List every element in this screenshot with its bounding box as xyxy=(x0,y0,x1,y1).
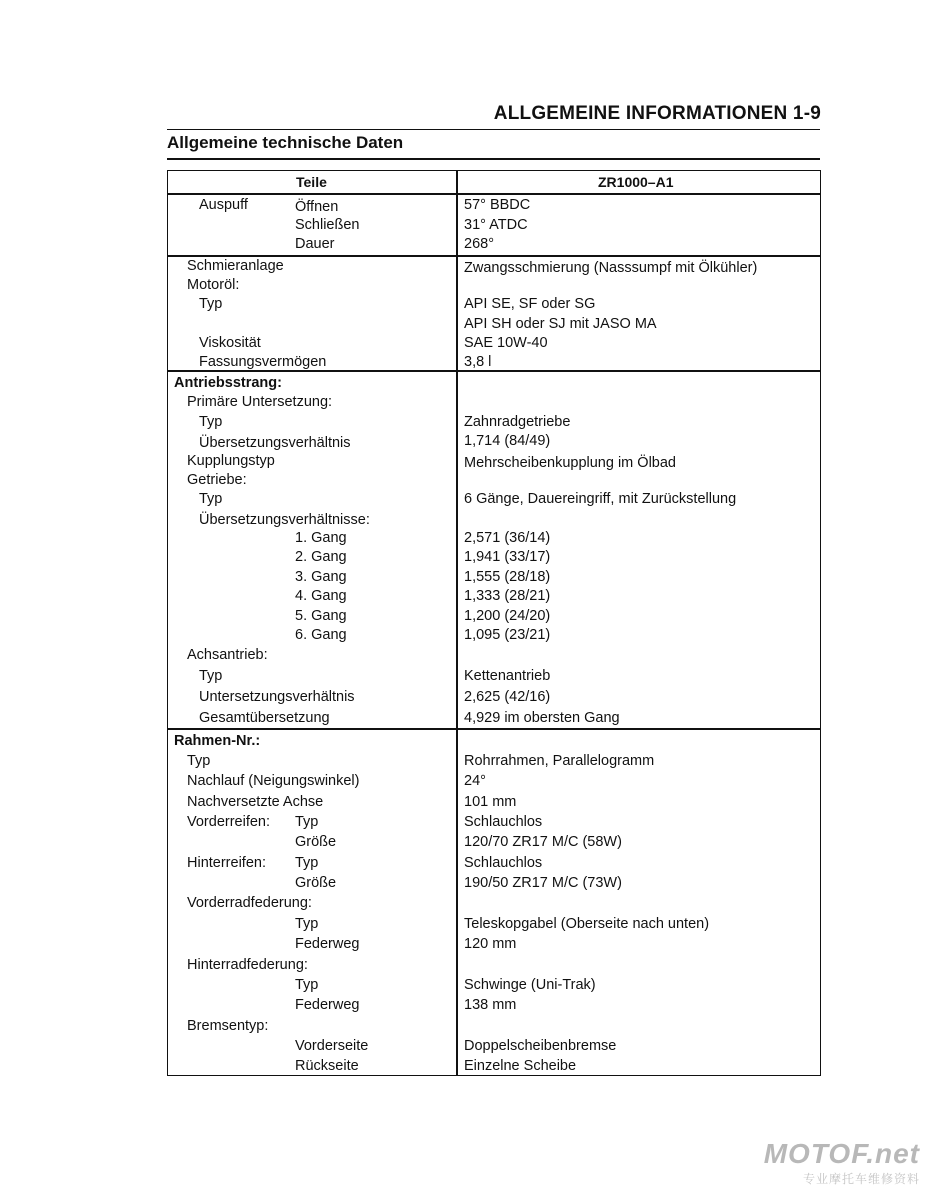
value-vorderreifen-groesse: 120/70 ZR17 M/C (58W) xyxy=(464,834,622,850)
value-prim-typ: Zahnradgetriebe xyxy=(464,414,571,430)
label-kupplung: Kupplungstyp xyxy=(187,453,275,469)
value-kupplung: Mehrscheibenkupplung im Ölbad xyxy=(464,455,676,471)
label-prim-ueb: Übersetzungsverhältnis xyxy=(199,435,351,451)
label-gang-2: 2. Gang xyxy=(295,549,347,565)
label-brems-hinten: Rückseite xyxy=(295,1058,359,1074)
value-vorderreifen-typ: Schlauchlos xyxy=(464,814,543,830)
row-divider xyxy=(167,193,821,195)
label-nachversetzt: Nachversetzte Achse xyxy=(187,794,324,810)
value-hinterreifen-groesse: 190/50 ZR17 M/C (73W) xyxy=(464,875,622,891)
label-achs-unt: Untersetzungsverhältnis xyxy=(199,689,355,705)
value-hinterreifen-typ: Schlauchlos xyxy=(464,855,543,871)
label-vorderreifen-groesse: Größe xyxy=(295,834,337,850)
value-brems-vorne: Doppelscheibenbremse xyxy=(464,1038,617,1054)
label-prim-typ: Typ xyxy=(199,414,223,430)
value-hfed-weg: 138 mm xyxy=(464,997,517,1013)
label-hinterreifen-groesse: Größe xyxy=(295,875,337,891)
label-nachlauf: Nachlauf (Neigungswinkel) xyxy=(187,773,360,789)
value-dauer: 268° xyxy=(464,236,494,252)
value-getr-typ: 6 Gänge, Dauereingriff, mit Zurückstellung xyxy=(464,491,737,507)
label-hfed-weg: Federweg xyxy=(295,997,360,1013)
value-hfed-typ: Schwinge (Uni-Trak) xyxy=(464,977,596,993)
label-getriebe: Getriebe: xyxy=(187,472,247,488)
value-oeffnen: 57° BBDC xyxy=(464,197,531,213)
label-schmieranlage: Schmieranlage xyxy=(187,258,284,274)
label-hinterreifen-typ: Typ xyxy=(295,855,319,871)
label-fassung: Fassungsvermögen xyxy=(199,354,327,370)
label-hfed-typ: Typ xyxy=(295,977,319,993)
row-divider xyxy=(167,255,821,257)
label-vorderradfederung: Vorderradfederung: xyxy=(187,895,312,911)
value-fassung: 3,8 l xyxy=(464,354,492,370)
label-vfed-typ: Typ xyxy=(295,916,319,932)
value-oel-typ-1: API SE, SF oder SG xyxy=(464,296,596,312)
label-dauer: Dauer xyxy=(295,236,335,252)
value-nachlauf: 24° xyxy=(464,773,486,789)
value-achs-unt: 2,625 (42/16) xyxy=(464,689,551,705)
label-gang-5: 5. Gang xyxy=(295,608,347,624)
label-achs-typ: Typ xyxy=(199,668,223,684)
label-rahmen-typ: Typ xyxy=(187,753,211,769)
value-viskositaet: SAE 10W-40 xyxy=(464,335,548,351)
row-divider xyxy=(167,728,821,730)
value-prim-ueb: 1,714 (84/49) xyxy=(464,433,551,449)
label-achsantrieb: Achsantrieb: xyxy=(187,647,268,663)
label-getr-ueb: Übersetzungsverhältnisse: xyxy=(199,512,370,528)
value-schliessen: 31° ATDC xyxy=(464,217,528,233)
label-getr-typ: Typ xyxy=(199,491,223,507)
value-gang-5: 1,200 (24/20) xyxy=(464,608,551,624)
page-header: ALLGEMEINE INFORMATIONEN 1-9 xyxy=(493,103,821,124)
label-hinterreifen: Hinterreifen: xyxy=(187,855,266,871)
label-vfed-weg: Federweg xyxy=(295,936,360,952)
label-rahmen: Rahmen-Nr.: xyxy=(174,733,261,749)
section-rule xyxy=(167,158,820,160)
label-gesamt: Gesamtübersetzung xyxy=(199,710,330,726)
label-oeffnen: Öffnen xyxy=(295,199,339,215)
label-schliessen: Schließen xyxy=(295,217,360,233)
section-title: Allgemeine technische Daten xyxy=(167,133,404,152)
value-brems-hinten: Einzelne Scheibe xyxy=(464,1058,577,1074)
value-rahmen-typ: Rohrrahmen, Parallelogramm xyxy=(464,753,655,769)
label-viskositaet: Viskosität xyxy=(199,335,261,351)
value-nachversetzt: 101 mm xyxy=(464,794,517,810)
value-gang-3: 1,555 (28/18) xyxy=(464,569,551,585)
label-auspuff: Auspuff xyxy=(199,197,248,213)
header-rule xyxy=(167,129,820,130)
label-primaer: Primäre Untersetzung: xyxy=(187,394,333,410)
value-gang-2: 1,941 (33/17) xyxy=(464,549,551,565)
label-oel-typ: Typ xyxy=(199,296,223,312)
value-gang-1: 2,571 (36/14) xyxy=(464,530,551,546)
label-gang-4: 4. Gang xyxy=(295,588,347,604)
label-motoroel: Motoröl: xyxy=(187,277,240,293)
value-gang-6: 1,095 (23/21) xyxy=(464,627,551,643)
column-header-teile: Teile xyxy=(296,174,327,190)
row-divider xyxy=(167,370,821,372)
label-hinterradfederung: Hinterradfederung: xyxy=(187,957,308,973)
label-bremsentyp: Bremsentyp: xyxy=(187,1018,269,1034)
watermark xyxy=(760,1140,920,1187)
value-gang-4: 1,333 (28/21) xyxy=(464,588,551,604)
value-schmieranlage: Zwangsschmierung (Nasssumpf mit Ölkühler) xyxy=(464,260,758,276)
label-vorderreifen-typ: Typ xyxy=(295,814,319,830)
label-brems-vorne: Vorderseite xyxy=(295,1038,369,1054)
value-achs-typ: Kettenantrieb xyxy=(464,668,551,684)
label-vorderreifen: Vorderreifen: xyxy=(187,814,271,830)
value-oel-typ-2: API SH oder SJ mit JASO MA xyxy=(464,316,657,332)
label-antriebsstrang: Antriebsstrang: xyxy=(174,375,282,391)
column-header-model: ZR1000–A1 xyxy=(598,174,674,190)
watermark-title: MOTOF.net xyxy=(763,1138,920,1169)
watermark-subtitle: 专业摩托车维修资料 xyxy=(802,1172,920,1186)
value-gesamt: 4,929 im obersten Gang xyxy=(464,710,620,726)
value-vfed-weg: 120 mm xyxy=(464,936,517,952)
value-vfed-typ: Teleskopgabel (Oberseite nach unten) xyxy=(464,916,710,932)
label-gang-6: 6. Gang xyxy=(295,627,347,643)
column-divider xyxy=(456,170,458,1076)
label-gang-3: 3. Gang xyxy=(295,569,347,585)
label-gang-1: 1. Gang xyxy=(295,530,347,546)
